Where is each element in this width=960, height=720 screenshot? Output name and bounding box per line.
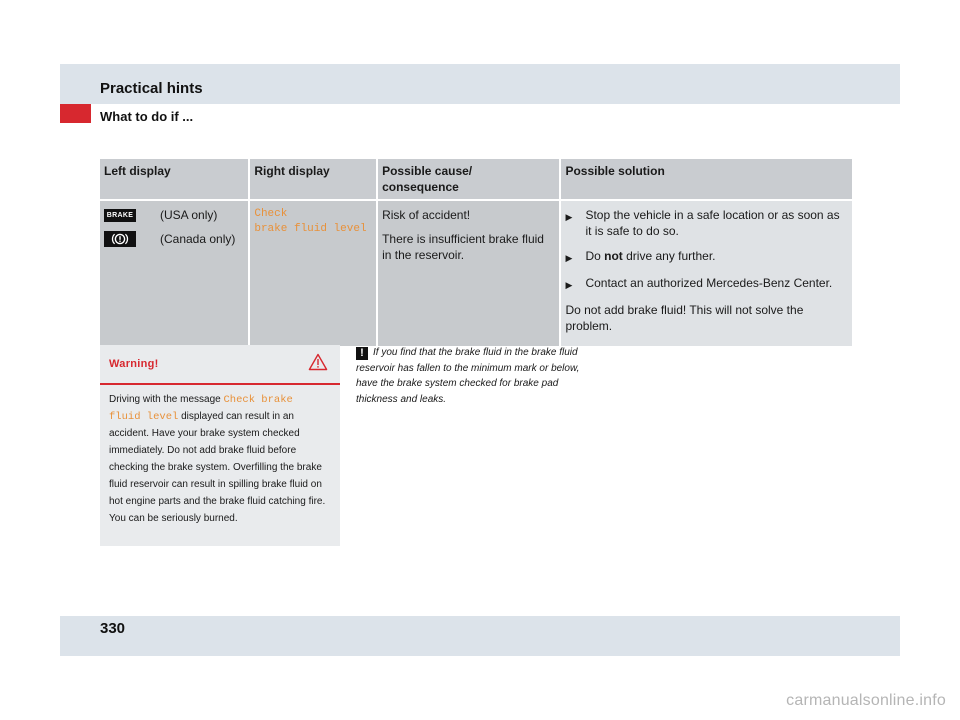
solution-step bbox=[565, 275, 848, 293]
indicator-canada bbox=[104, 231, 244, 247]
cell-right-display bbox=[249, 200, 377, 346]
solution-step-prefix: Do bbox=[585, 249, 605, 263]
header-solution: Possible solution bbox=[560, 159, 852, 200]
warning-text bbox=[100, 385, 340, 527]
section-marker bbox=[60, 104, 91, 123]
cause-description: There is insufficient brake fluid in the reservoir. bbox=[382, 232, 544, 262]
subsection-title: What to do if ... bbox=[100, 109, 194, 124]
warning-text-before: Driving with the message bbox=[109, 394, 224, 405]
solution-step-emphasis: not bbox=[604, 249, 623, 263]
warning-header bbox=[100, 345, 340, 385]
solution-note: Do not add brake fluid! This will not solve the problem. bbox=[565, 303, 804, 333]
solution-step-text bbox=[585, 248, 848, 266]
table-header-row bbox=[100, 159, 852, 200]
warning-triangle-icon bbox=[308, 353, 328, 376]
warning-message-line1: Check brake bbox=[223, 394, 293, 406]
exclamation-icon: ! bbox=[356, 347, 368, 360]
cell-solution bbox=[560, 200, 852, 346]
solution-step bbox=[565, 248, 848, 266]
indicator-canada-label: (Canada only) bbox=[160, 232, 236, 246]
indicator-usa-label: (USA only) bbox=[160, 208, 218, 222]
cell-cause bbox=[377, 200, 560, 346]
solution-step-suffix: drive any further. bbox=[622, 249, 716, 263]
header-right-display: Right display bbox=[249, 159, 377, 200]
warning-box bbox=[100, 345, 340, 546]
warning-text-after: displayed can result in an accident. Have your brake system checked immediately. Do not add brake fluid before checking the brake system. Overfilling the brake fluid reservoir can result in spilling brake fluid on hot engine parts and the brake fluid catching fire. You can be seriously burned. bbox=[109, 411, 326, 524]
solution-step-text: Stop the vehicle in a safe location or as soon as it is safe to do so. bbox=[585, 208, 840, 238]
warning-message-line2: fluid level bbox=[109, 411, 179, 423]
display-message-line1: Check bbox=[254, 208, 288, 220]
section-title: Practical hints bbox=[100, 80, 203, 97]
triangle-right-icon: ▶ bbox=[565, 212, 573, 222]
note-text: If you find that the brake fluid in the brake fluid reservoir has fallen to the minimum mark or below, have the brake system checked for brake pad thickness and leaks. bbox=[356, 347, 580, 405]
header-cause-line2: consequence bbox=[382, 180, 459, 194]
display-message-table bbox=[100, 159, 852, 346]
brake-warning-icon: BRAKE bbox=[104, 209, 136, 222]
triangle-right-icon: ▶ bbox=[565, 280, 573, 290]
table-row bbox=[100, 200, 852, 346]
header-cause-line1: Possible cause/ bbox=[382, 164, 473, 178]
solution-step bbox=[565, 207, 848, 239]
display-message-line2: brake fluid level bbox=[254, 223, 367, 235]
page-number: 330 bbox=[100, 620, 126, 637]
cell-left-display bbox=[100, 200, 249, 346]
warning-label: Warning! bbox=[109, 358, 159, 370]
cause-risk: Risk of accident! bbox=[382, 208, 471, 222]
brake-circle-icon bbox=[104, 231, 136, 247]
header-cause bbox=[377, 159, 560, 200]
header-left-display: Left display bbox=[100, 159, 249, 200]
triangle-right-icon: ▶ bbox=[565, 253, 573, 263]
footer-band bbox=[60, 616, 900, 656]
watermark: carmanualsonline.info bbox=[786, 692, 946, 709]
note bbox=[356, 345, 602, 407]
solution-step-text: Contact an authorized Mercedes-Benz Center. bbox=[585, 276, 833, 290]
indicator-usa bbox=[104, 207, 244, 223]
